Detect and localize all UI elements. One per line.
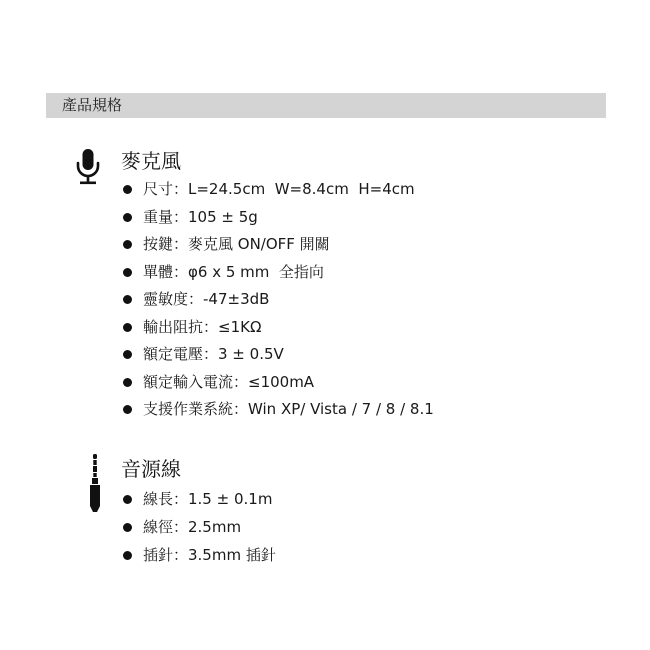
- spec-header-bar: [46, 93, 606, 118]
- list-item: [0, 288, 600, 314]
- spec-text: 靈敏度：-47±3dB: [143, 290, 270, 308]
- spec-text: 重量：105 ± 5g: [143, 207, 258, 226]
- bullet-icon: [123, 378, 132, 387]
- list-item: [0, 398, 600, 424]
- list-item: [0, 233, 600, 259]
- section-title-audio-cable: 音源線: [121, 457, 181, 481]
- page-title: 產品規格: [62, 96, 123, 114]
- list-item: [0, 343, 600, 369]
- spec-text: 線長：1.5 ± 0.1m: [143, 490, 273, 508]
- list-item: [0, 206, 600, 232]
- bullet-icon: [123, 268, 132, 277]
- list-item: [0, 261, 600, 287]
- bullet-icon: [123, 295, 132, 304]
- list-item: [0, 488, 600, 514]
- list-item: [0, 178, 600, 204]
- bullet-icon: [123, 213, 132, 222]
- bullet-icon: [123, 323, 132, 332]
- bullet-icon: [123, 495, 132, 504]
- spec-text: 額定電壓：3 ± 0.5V: [143, 345, 284, 363]
- list-item: [0, 316, 600, 342]
- spec-text: 輸出阻抗：≤1KΩ: [143, 317, 262, 336]
- bullet-icon: [123, 405, 132, 414]
- bullet-icon: [123, 350, 132, 359]
- list-item: [0, 371, 600, 397]
- spec-text: 按鍵：麥克風 ON/OFF 開關: [143, 235, 330, 253]
- spec-text: 尺寸：L=24.5cm W=8.4cm H=4cm: [143, 180, 415, 198]
- bullet-icon: [123, 551, 132, 560]
- bullet-icon: [123, 185, 132, 194]
- section-title-microphone: 麥克風: [121, 149, 181, 173]
- spec-text: 額定輸入電流：≤100mA: [143, 372, 315, 391]
- spec-text: 線徑：2.5mm: [143, 518, 242, 536]
- list-item: [0, 544, 600, 570]
- bullet-icon: [123, 523, 132, 532]
- spec-text: 單體：φ6 x 5 mm 全指向: [143, 262, 324, 281]
- bullet-icon: [123, 240, 132, 249]
- list-item: [0, 516, 600, 542]
- spec-text: 插針：3.5mm 插針: [143, 546, 276, 564]
- spec-text: 支援作業系統：Win XP/ Vista / 7 / 8 / 8.1: [143, 400, 434, 418]
